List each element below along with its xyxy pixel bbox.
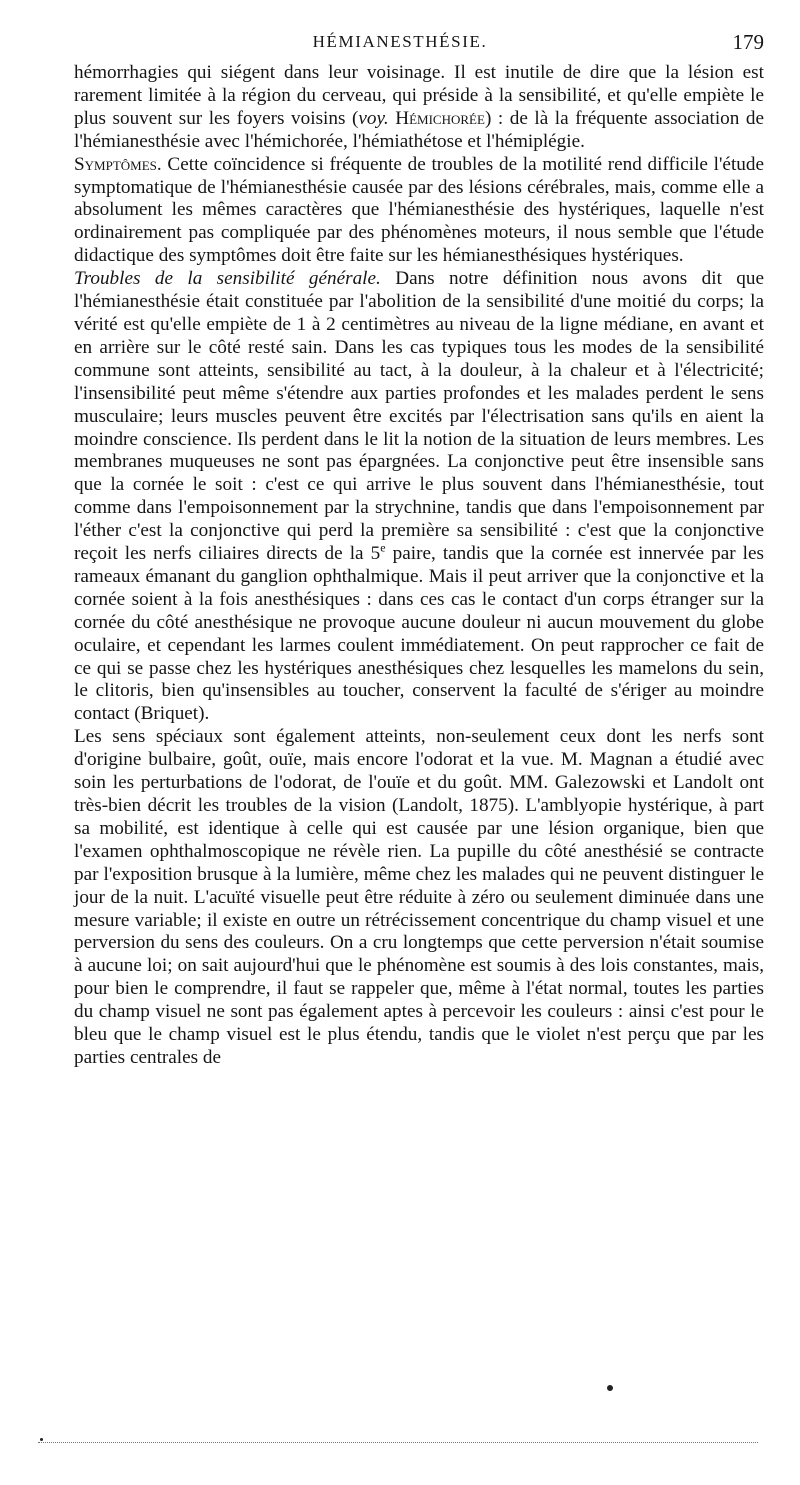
italic-text: Troubles de la sensibilité générale. [74,268,381,290]
superscript-text: e [380,540,386,555]
text-run: paire, tandis que la cornée est innervée par les rameaux émanant du ganglion ophthalmique. Mais il peut arriver que la conjonctive et la cornée soient à la fois anesthésiques : dans ces cas le contact d'un corps étranger sur la cornée du côté anesthésique ne provoque aucune douleur ni aucun mouvement du globe oculaire, et cependant les larmes coulent immédiatement. On peut rapprocher ce fait de ce qui se passe chez les hystériques anesthésiques chez lesquelles les mamelons du sein, le clitoris, bien qu'insensibles au toucher, conservent la faculté de s'ériger au moindre contact (Briquet). [74,543,764,725]
small-caps-text: Symptômes. [74,153,162,175]
running-head [0,30,800,56]
paragraph [74,726,764,1070]
body-text [74,62,764,1070]
text-run: Les sens spéciaux sont également atteints, non-seulement ceux dont les nerfs sont d'origine bulbaire, goût, ouïe, mais encore l'odorat et la vue. M. Magnan a étudié avec soin les perturbations de l'odorat, de l'ouïe et du goût. MM. Galezowski et Landolt ont très-bien décrit les troubles de la vision (Landolt, 1875). L'amblyopie hystérique, à part sa mobilité, est identique à celle qui est causée par une lésion organique, bien que l'examen ophthalmoscopique ne révèle rien. La pupille du côté anesthésié se contracte par l'exposition brusque à la lumière, même chez les malades qui ne peuvent distinguer le jour de la nuit. L'acuïté visuelle peut être réduite à zéro ou seulement diminuée dans une mesure variable; il existe en outre un rétrécissement concentrique du champ visuel et une perversion du sens des couleurs. On a cru longtemps que cette perversion n'était soumise à aucune loi; on sait aujourd'hui que le phénomène est soumis à des lois constantes, mais, pour bien le comprendre, il faut se rappeler que, même à l'état normal, toutes les parties du champ visuel ne sont pas également aptes à percevoir les couleurs : ainsi c'est pour le bleu que le champ visuel est le plus étendu, tandis que le violet n'est perçu que par les parties centrales de [74,726,764,1068]
ink-speck [40,1438,43,1441]
page-number: 179 [732,30,764,54]
text-run: Cette coïncidence si fréquente de troubles de la motilité rend difficile l'étude symptomatique de l'hémianesthésie causée par des lésions cérébrales, mais, comme elle a absolument les mêmes caractères que l'hémianesthésie des hystériques, laquelle n'est ordinairement pas compliquée par des phénomènes moteurs, il nous semble que l'étude didactique des symptômes doit être faite sur les hémianesthésiques hystériques. [74,153,764,267]
text-run: ) : de là la fréquente association de l'hémianesthésie avec l'hémichorée, l'hémiathétose et l'hémiplégie. [74,107,764,152]
text-run: hémorrhagies qui siégent dans leur voisinage. Il est inutile de dire que la lésion est rarement limitée à la région du cerveau, qui préside à la sensibilité, et qu'elle empiète le plus souvent sur les foyers voisins ( [74,62,764,129]
small-caps-text: Hémichorée [395,107,485,129]
paragraph [74,62,764,154]
text-run: Dans notre définition nous avons dit que l'hémianesthésie était constituée par l'abolition de la sensibilité d'une moitié du corps; la vérité est qu'elle empiète de 1 à 2 centimètres au niveau de la ligne médiane, en avant et en arrière sur le côté resté sain. Dans les cas typiques tous les modes de la sensibilité commune sont atteints, sensibilité au tact, à la douleur, à la chaleur et à l'électricité; l'insensibilité peut même s'étendre aux parties profondes et les malades perdent le sens musculaire; leurs muscles peuvent être excités par l'électrisation sans qu'ils en aient la moindre conscience. Ils perdent dans le lit la notion de la situation de leurs membres. Les membranes muqueuses ne sont pas épargnées. La conjonctive peut être insensible sans que la cornée le soit : c'est ce qui arrive le plus souvent dans l'hémianesthésie, tout comme dans l'empoisonnement par la strychnine, tandis que dans l'empoisonnement par l'éther c'est la conjonctive qui perd la première sa sensibilité : c'est que la conjonctive reçoit les nerfs ciliaires directs de la 5 [74,268,765,565]
paragraph [74,268,764,726]
paragraph [74,154,764,269]
running-title: HÉMIANESTHÉSIE. [312,32,488,51]
italic-text: voy. [358,107,389,129]
ink-speck [607,1385,613,1391]
page-edge-rule [38,1442,758,1443]
